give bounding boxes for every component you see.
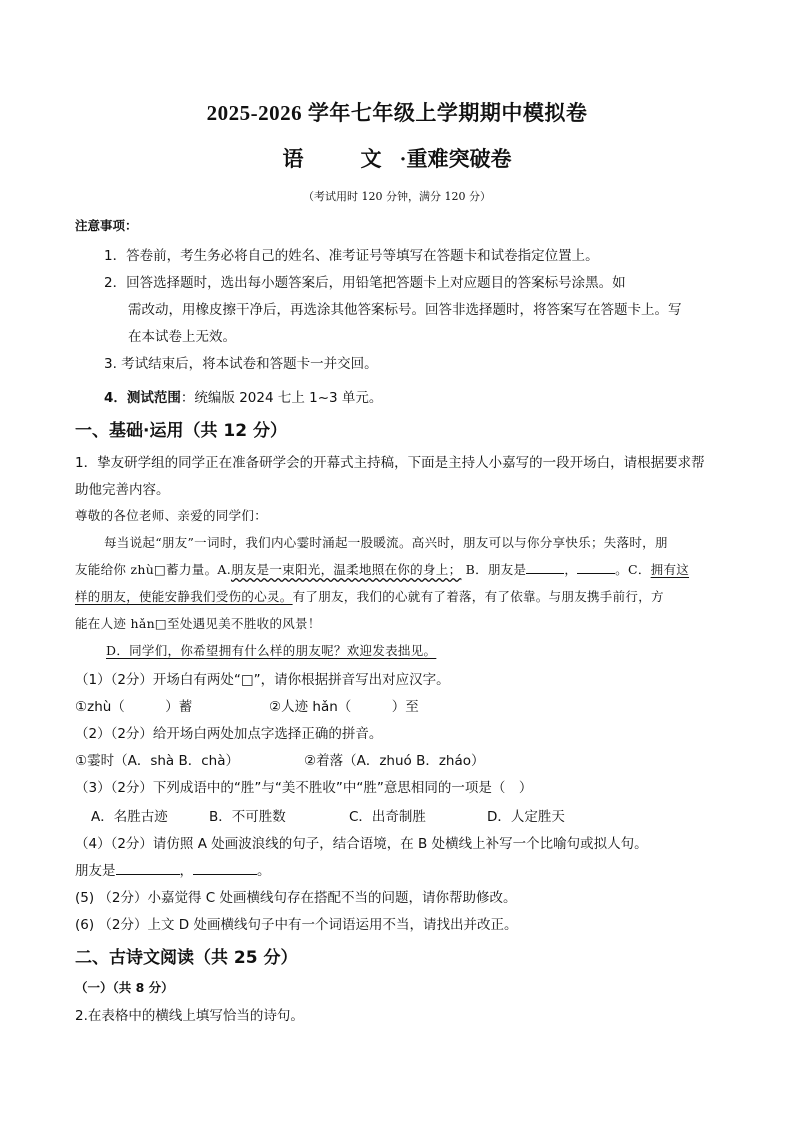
speech-line-1: 每当说起“朋友”一词时，我们内心霎时涌起一股暖流。高兴时，朋友可以与你分享快乐；失落时，朋: [104, 535, 668, 550]
speech-text: 。C．: [615, 562, 651, 577]
question-1-stem-cont: 助他完善内容。: [75, 482, 170, 498]
speech-text: 友能给你 zhù□蓄力量。A.: [75, 562, 231, 577]
sub-question-3: （3）（2分）下列成语中的“胜”与“美不胜收”中“胜”意思相同的一项是（ ）: [75, 780, 533, 796]
question-2-stem: 2.在表格中的横线上填写恰当的诗句。: [75, 1008, 304, 1024]
answer-comma: ，: [179, 863, 193, 879]
paper-type: ·重难突破卷: [399, 147, 512, 171]
notice-item-4-text: ：统编版 2024 七上 1~3 单元。: [180, 390, 383, 406]
option-c: C．出奇制胜: [349, 809, 426, 825]
sentence-d-underline: D．同学们，你希望拥有什么样的朋友呢？欢迎发表拙见。: [106, 643, 437, 658]
speech-line-3: [75, 587, 664, 605]
notice-item-1: 1．答卷前，考生务必将自己的姓名、准考证号等填写在答题卡和试卷指定位置上。: [104, 248, 599, 264]
option-b: B．不可胜数: [209, 809, 286, 825]
notice-item-2: 2．回答选择题时，选出每小题答案后，用铅笔把答题卡上对应题目的答案标号涂黑。如: [104, 275, 626, 291]
sub-question-2: （2）（2分）给开场白两处加点字选择正确的拼音。: [75, 726, 383, 742]
answer-blank-1[interactable]: [116, 862, 180, 875]
answer-blank-2[interactable]: [193, 862, 257, 875]
speech-line-2: [75, 560, 689, 578]
speech-text: B．朋友是: [461, 562, 527, 577]
notice-item-3: 3. 考试结束后，将本试卷和答题卡一并交回。: [104, 356, 378, 372]
section-1-heading: 一、基础·运用（共 12 分）: [75, 421, 287, 441]
blank-b1: [526, 561, 564, 574]
speech-line-4: 能在人迹 hǎn□至处遇见美不胜收的风景！: [75, 616, 321, 631]
exam-title: 2025-2026 学年七年级上学期期中模拟卷: [206, 101, 588, 125]
sub-question-6: (6) （2分）上文 D 处画横线句子中有一个词语运用不当，请找出并改正。: [75, 917, 518, 933]
section-2-heading: 二、古诗文阅读（共 25 分）: [75, 948, 298, 968]
sub-question-1: （1）（2分）开场白有两处“□”，请你根据拼音写出对应汉字。: [75, 672, 450, 688]
notice-item-4: [104, 386, 382, 406]
sub-question-1-a: ①zhù（ ）蓄: [75, 699, 193, 715]
notice-item-4-label: 4．测试范围: [104, 390, 181, 406]
section-2-part-1: （一）（共 8 分）: [75, 980, 174, 995]
sub-question-2-a: ①霎时（A．shà B．chà）: [75, 753, 240, 769]
speech-greeting: 尊敬的各位老师、亲爱的同学们：: [75, 508, 268, 523]
blank-b2: [577, 561, 615, 574]
exam-subtitle: [0, 143, 794, 173]
speech-text: ，: [564, 562, 578, 577]
sentence-c-underline: 拥有这: [650, 562, 690, 577]
question-1-stem: 1．挚友研学组的同学正在准备研学会的开幕式主持稿，下面是主持人小嘉写的一段开场白，请根据要求帮: [75, 455, 705, 471]
sub-question-4: （4）（2分）请仿照 A 处画波浪线的句子，结合语境，在 B 处横线上补写一个比喻句或拟人句。: [75, 836, 648, 852]
subject-name: 语 文: [282, 147, 400, 171]
sub-question-2-b: ②着落（A．zhuó B．zháo）: [304, 753, 485, 769]
answer-end: 。: [257, 863, 271, 879]
notice-item-2-cont: 需改动，用橡皮擦干净后，再选涂其他答案标号。回答非选择题时，将答案写在答题卡上。写: [128, 302, 682, 318]
sub-question-5: (5) （2分）小嘉觉得 C 处画横线句存在搭配不当的问题，请你帮助修改。: [75, 890, 517, 906]
notice-heading: 注意事项：: [75, 218, 138, 233]
speech-text: 有了朋友，我们的心就有了着落，有了依靠。与朋友携手前行，方: [292, 589, 664, 604]
sentence-c-underline-cont: 样的朋友，使能安静我们受伤的心灵。: [75, 589, 293, 604]
notice-item-2-cont2: 在本试卷上无效。: [128, 329, 236, 345]
exam-time-note: （考试用时 120 分钟，满分 120 分）: [303, 190, 491, 203]
option-a: A．名胜古迹: [91, 809, 168, 825]
option-d: D．人定胜天: [487, 809, 565, 825]
sub-question-1-b: ②人迹 hǎn（ ）至: [269, 699, 419, 715]
answer-prefix: 朋友是: [75, 863, 116, 879]
sentence-a-wavy: 朋友是一束阳光，温柔地照在你的身上；: [230, 562, 462, 577]
sub-question-4-answer: [75, 859, 271, 879]
